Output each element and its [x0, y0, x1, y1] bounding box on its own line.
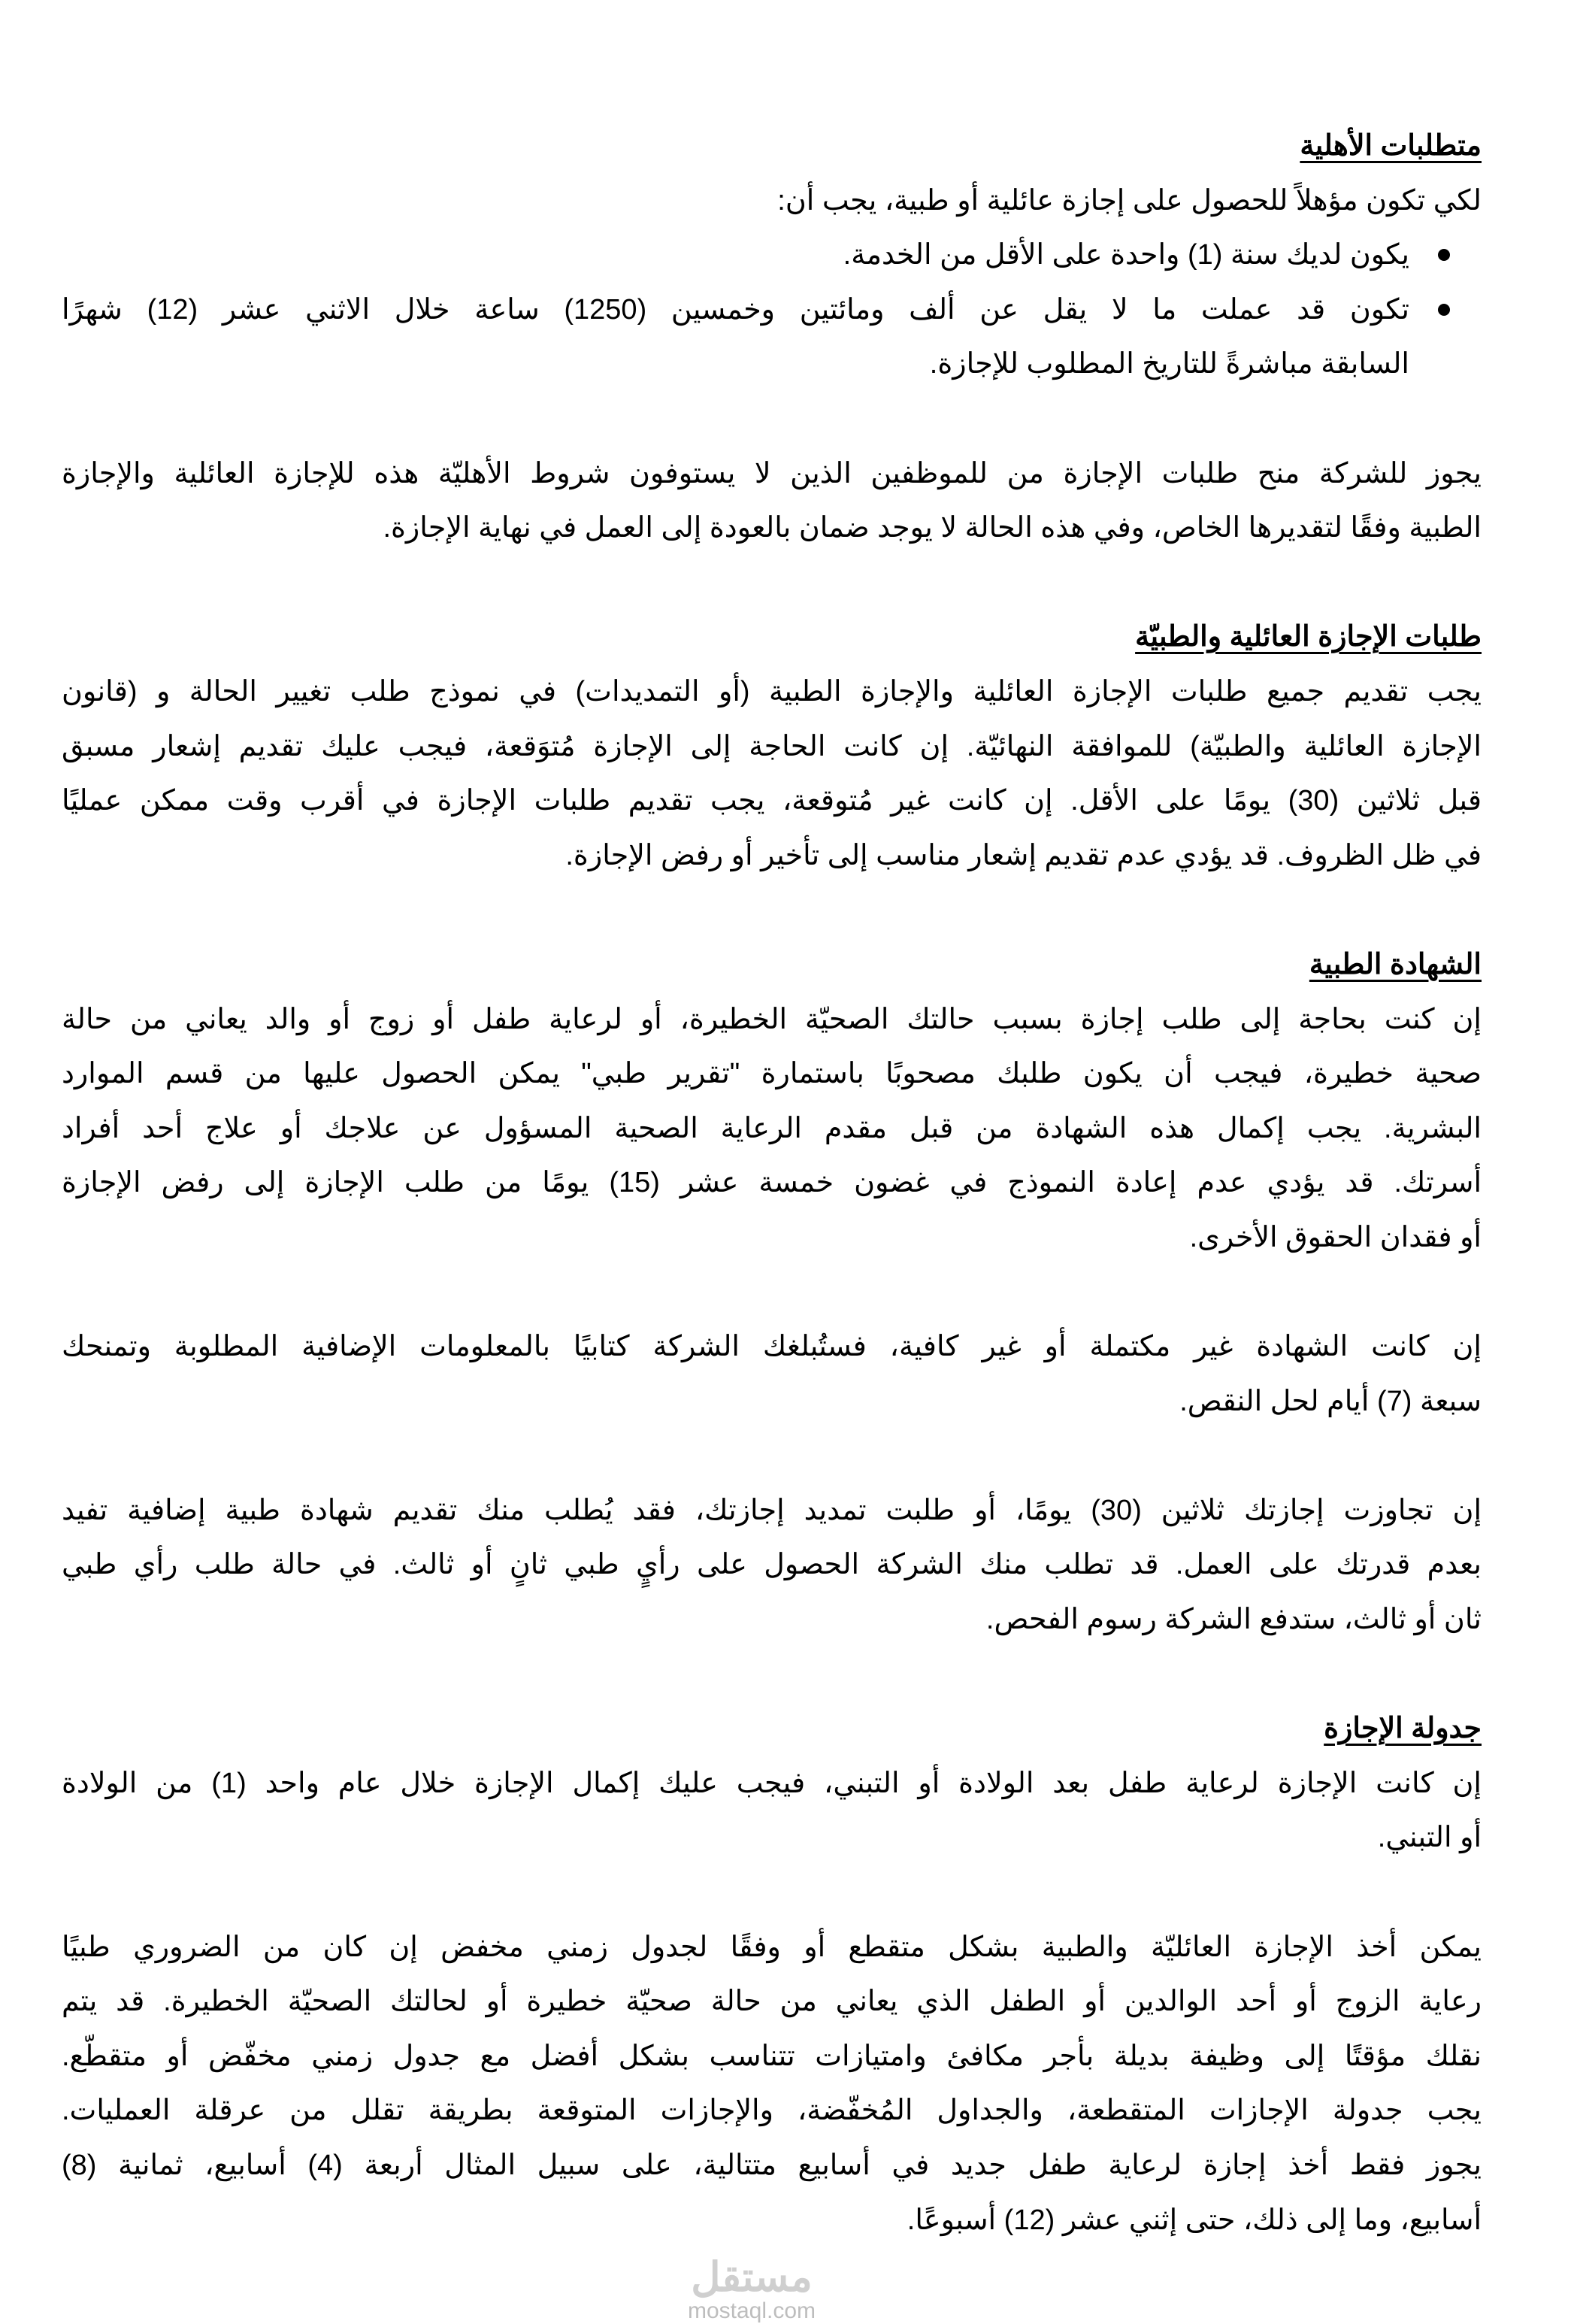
- document: [62, 0, 1482, 2247]
- paragraph: [62, 1756, 1482, 1865]
- text-line: يجوز للشركة منح طلبات الإجازة من للموظفين الذين لا يستوفون شروط الأهليّة هذه للإجازة العائلية والإجازة: [62, 457, 1482, 489]
- text-line: أسرتك. قد يؤدي عدم إعادة النموذج في غضون خمسة عشر (15) يومًا من طلب الإجازة إلى رفض الإجازة: [62, 1167, 1482, 1199]
- blank-line: [62, 1865, 1482, 1920]
- text-line: ثان أو ثالث، ستدفع الشركة رسوم الفحص.: [985, 1604, 1482, 1636]
- section-2: [62, 610, 1482, 883]
- blank-line: [62, 1647, 1482, 1702]
- text-line: أو فقدان الحقوق الأخرى.: [1189, 1221, 1482, 1253]
- text-line: إن تجاوزت إجازتك ثلاثين (30) يومًا، أو طلبت تمديد إجازتك، فقد يُطلب منك تقديم شهادة طبية إضافية تفيد: [62, 1494, 1482, 1526]
- text-line: يمكن أخذ الإجازة العائليّة والطبية بشكل متقطع أو وفقًا لجدول زمني مخفض إن كان من الضروري طبيًا: [62, 1931, 1482, 1963]
- text-line: إن كنت بحاجة إلى طلب إجازة بسبب حالتك الصحيّة الخطيرة، أو لرعاية طفل أو زوج أو والد يعاني من حالة: [62, 1003, 1482, 1035]
- text-line: البشرية. يجب إكمال هذه الشهادة من قبل مقدم الرعاية الصحية المسؤول عن علاجك أو علاج أحد أفراد: [62, 1112, 1482, 1144]
- blank-line: [62, 556, 1482, 611]
- text-line: إن كانت الإجازة لرعاية طفل بعد الولادة أو التبني، فيجب عليك إكمال الإجازة خلال عام واحد (1) من الولادة: [62, 1767, 1482, 1799]
- blank-line: [62, 883, 1482, 938]
- paragraph: [62, 447, 1482, 556]
- text-line: يجب جدولة الإجازات المتقطعة، والجداول المُخفّضة، والإجازات المتوقعة بطريقة تقلل من عرقلة العمليات.: [62, 2095, 1482, 2127]
- bullet-list: [62, 228, 1482, 392]
- blank-line: [62, 1265, 1482, 1320]
- text-line: قبل ثلاثين (30) يومًا على الأقل. إن كانت غير مُتوقعة، يجب تقديم طلبات الإجازة في أقرب وقت ممكن عمليًا: [62, 785, 1482, 817]
- paragraph: [62, 992, 1482, 1265]
- blank-line: [62, 392, 1482, 447]
- text-line: سبعة (7) أيام لحل النقص.: [1179, 1385, 1482, 1417]
- text-line: الإجازة العائلية والطبيّة) للموافقة النهائيّة. إن كانت الحاجة إلى الإجازة مُتوَقعة، فيجب عليك تقديم إشعار مسبق: [62, 730, 1482, 762]
- text-line: إن كانت الشهادة غير مكتملة أو غير كافية، فستُبلغك الشركة كتابيًا بالمعلومات الإضافية المطلوبة وتمنحك: [62, 1331, 1482, 1363]
- text-line: في ظل الظروف. قد يؤدي عدم تقديم إشعار مناسب إلى تأخير أو رفض الإجازة.: [565, 839, 1482, 871]
- paragraph: [62, 665, 1482, 883]
- text-line: صحية خطيرة، فيجب أن يكون طلبك مصحوبًا باستمارة "تقرير طبي" يمكن الحصول عليها من قسم الموارد: [62, 1058, 1482, 1090]
- text-line: يجوز فقط أخذ إجازة لرعاية طفل جديد في أسابيع متتالية، على سبيل المثال أربعة (4) أسابيع، ثمانية (8): [62, 2149, 1482, 2181]
- blank-line: [62, 1429, 1482, 1483]
- section-heading: جدولة الإجازة: [1324, 1713, 1482, 1745]
- section-heading: طلبات الإجازة العائلية والطبيّة: [1135, 621, 1482, 653]
- text-line: الطبية وفقًا لتقديرها الخاص، وفي هذه الحالة لا يوجد ضمان بالعودة إلى العمل في نهاية الإجازة.: [383, 512, 1482, 544]
- text-line: بعدم قدرتك على العمل. قد تطلب منك الشركة الحصول على رأيٍ طبي ثانٍ أو ثالث. في حالة طلب رأي طبي: [62, 1549, 1482, 1581]
- text-line: رعاية الزوج أو أحد الوالدين أو الطفل الذي يعاني من حالة صحيّة خطيرة أو لحالتك الصحيّة الخطيرة. قد يتم: [62, 1986, 1482, 2018]
- bullet-text: تكون قد عملت ما لا يقل عن ألف ومائتين وخمسين (1250) ساعة خلال الاثني عشر (12) شهرًا: [62, 293, 1409, 326]
- section-heading: متطلبات الأهلية: [1300, 130, 1482, 162]
- text-line: أو التبني.: [1377, 1822, 1482, 1854]
- text-line: أسابيع، وما إلى ذلك، حتى إثني عشر (12) أسبوعًا.: [907, 2204, 1482, 2236]
- watermark-latin: mostaql.com: [687, 2298, 816, 2324]
- bullet-item: [62, 283, 1482, 338]
- intro-text: لكي تكون مؤهلاً للحصول على إجازة عائلية أو طبية، يجب أن:: [777, 184, 1482, 217]
- watermark-logo: [669, 2256, 834, 2324]
- paragraph: [62, 1483, 1482, 1647]
- section-1: [62, 119, 1482, 556]
- bullet-text: يكون لديك سنة (1) واحدة على الأقل من الخدمة.: [843, 239, 1409, 271]
- bullet-item: [62, 228, 1482, 283]
- bullet-icon: [1438, 304, 1450, 316]
- paragraph: [62, 1320, 1482, 1429]
- bullet-icon: [1438, 249, 1450, 261]
- section-heading: الشهادة الطبية: [1309, 948, 1482, 980]
- text-line: يجب تقديم جميع طلبات الإجازة العائلية والإجازة الطبية (أو التمديدات) في نموذج طلب تغيير الحالة و (قانون: [62, 675, 1482, 708]
- paragraph: [62, 1920, 1482, 2248]
- bullet-text: السابقة مباشرةً للتاريخ المطلوب للإجازة.: [929, 348, 1409, 380]
- section-4: [62, 1701, 1482, 2247]
- text-line: نقلك مؤقتًا إلى وظيفة بديلة بأجر مكافئ وامتيازات تتناسب بشكل أفضل مع جدول زمني مخفّض أو متقطّع.: [62, 2040, 1482, 2072]
- watermark-arabic: مستقل: [691, 2255, 813, 2301]
- section-3: [62, 938, 1482, 1647]
